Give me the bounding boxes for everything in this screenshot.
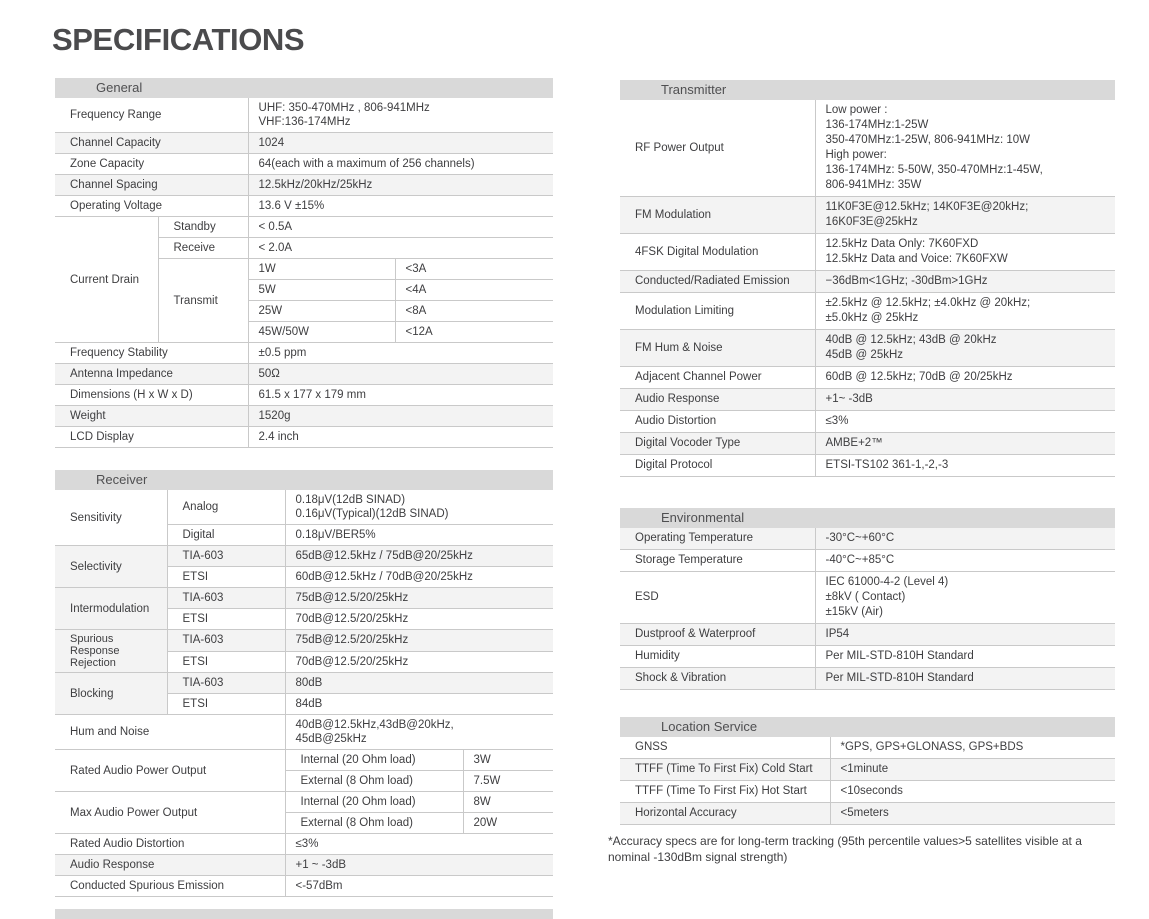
spec-row — [620, 624, 1115, 646]
spec-row — [620, 389, 1115, 411]
spec-row — [620, 100, 1115, 197]
spec-row — [55, 406, 553, 427]
spec-label: Channel Capacity — [55, 133, 248, 154]
spec-value: 11K0F3E@12.5kHz; 14K0F3E@20kHz; 16K0F3E@25kHz — [815, 197, 1115, 234]
section-header-environmental: Environmental — [620, 508, 1115, 528]
spec-label: External (8 Ohm load) — [285, 813, 463, 834]
spec-row — [55, 427, 553, 448]
spec-label: Audio Response — [55, 855, 285, 876]
spec-value: <1minute — [830, 759, 1115, 781]
spec-label: TIA-603 — [167, 546, 285, 567]
spec-label: Storage Temperature — [620, 550, 815, 572]
spec-label: Audio Response — [620, 389, 815, 411]
spec-label: Digital Protocol — [620, 455, 815, 477]
spec-label: Conducted Spurious Emission — [55, 876, 285, 897]
transmitter-table — [620, 100, 1115, 477]
spec-value: <10seconds — [830, 781, 1115, 803]
spec-label: Hum and Noise — [55, 715, 285, 750]
spec-value: <12A — [395, 322, 553, 343]
section-header-location-service: Location Service — [620, 717, 1115, 737]
section-receiver — [55, 470, 553, 897]
page-title: SPECIFICATIONS — [52, 22, 305, 57]
spec-label: Shock & Vibration — [620, 668, 815, 690]
spec-value: 25W — [248, 301, 395, 322]
spec-label: TIA-603 — [167, 630, 285, 652]
spec-label: ETSI — [167, 651, 285, 673]
spec-value: 60dB @ 12.5kHz; 70dB @ 20/25kHz — [815, 367, 1115, 389]
spec-label: ETSI — [167, 694, 285, 715]
truncated-section-header — [55, 909, 553, 919]
spec-table — [55, 490, 553, 896]
right-column — [608, 80, 1115, 865]
left-column — [55, 78, 553, 919]
spec-value: −36dBm<1GHz; -30dBm>1GHz — [815, 271, 1115, 293]
spec-value: 64(each with a maximum of 256 channels) — [248, 154, 553, 175]
location-service-table — [620, 737, 1115, 825]
spec-label: TTFF (Time To First Fix) Hot Start — [620, 781, 830, 803]
section-header-receiver: Receiver — [55, 470, 553, 490]
spec-value: ≤3% — [815, 411, 1115, 433]
spec-value: 80dB — [285, 673, 553, 694]
spec-label: Internal (20 Ohm load) — [285, 750, 463, 771]
spec-label: Blocking — [55, 673, 167, 715]
spec-row — [620, 234, 1115, 271]
spec-label: Dimensions (H x W x D) — [55, 385, 248, 406]
spec-label: Operating Voltage — [55, 196, 248, 217]
spec-value: 0.18μV/BER5% — [285, 525, 553, 546]
spec-label: Rated Audio Power Output — [55, 750, 285, 792]
spec-value: 5W — [248, 280, 395, 301]
spec-label: Spurious Response Rejection — [55, 630, 167, 673]
spec-label: ETSI — [167, 609, 285, 630]
spec-value: 75dB@12.5/20/25kHz — [285, 588, 553, 609]
section-header-transmitter: Transmitter — [620, 80, 1115, 100]
spec-row — [620, 759, 1115, 781]
spec-row — [55, 630, 553, 652]
spec-label: Max Audio Power Output — [55, 792, 285, 834]
spec-label: Adjacent Channel Power — [620, 367, 815, 389]
spec-label: Antenna Impedance — [55, 364, 248, 385]
spec-label: Digital Vocoder Type — [620, 433, 815, 455]
spec-value: Per MIL-STD-810H Standard — [815, 646, 1115, 668]
spec-row — [620, 646, 1115, 668]
spec-value: 13.6 V ±15% — [248, 196, 553, 217]
spec-value: 70dB@12.5/20/25kHz — [285, 609, 553, 630]
spec-value: 20W — [463, 813, 553, 834]
spec-label: GNSS — [620, 737, 830, 759]
spec-label: Current Drain — [55, 217, 158, 343]
spec-value: 1024 — [248, 133, 553, 154]
spec-row — [55, 855, 553, 876]
spec-row — [620, 367, 1115, 389]
spec-row — [620, 803, 1115, 825]
spec-value: 65dB@12.5kHz / 75dB@20/25kHz — [285, 546, 553, 567]
section-general — [55, 78, 553, 448]
spec-row — [55, 673, 553, 694]
spec-value: 40dB @ 12.5kHz; 43dB @ 20kHz 45dB @ 25kHz — [815, 330, 1115, 367]
spec-label: Humidity — [620, 646, 815, 668]
section-environmental — [620, 508, 1115, 690]
spec-value: 8W — [463, 792, 553, 813]
spec-value: +1 ~ -3dB — [285, 855, 553, 876]
section-location-service — [620, 717, 1115, 825]
spec-label: Weight — [55, 406, 248, 427]
spec-value: AMBE+2™ — [815, 433, 1115, 455]
spec-label: RF Power Output — [620, 100, 815, 197]
general-table — [55, 98, 553, 448]
spec-label: TIA-603 — [167, 588, 285, 609]
spec-row — [55, 175, 553, 196]
spec-label: TTFF (Time To First Fix) Cold Start — [620, 759, 830, 781]
spec-label: Zone Capacity — [55, 154, 248, 175]
spec-label: 4FSK Digital Modulation — [620, 234, 815, 271]
spec-row — [620, 271, 1115, 293]
spec-table — [620, 528, 1115, 689]
spec-value: -30°C~+60°C — [815, 528, 1115, 550]
spec-row — [55, 364, 553, 385]
spec-label: FM Modulation — [620, 197, 815, 234]
spec-table — [55, 98, 553, 447]
spec-row — [620, 781, 1115, 803]
spec-label: Rated Audio Distortion — [55, 834, 285, 855]
spec-label: FM Hum & Noise — [620, 330, 815, 367]
spec-row — [55, 546, 553, 567]
spec-value: < 0.5A — [248, 217, 553, 238]
spec-value: 12.5kHz Data Only: 7K60FXD 12.5kHz Data and Voice: 7K60FXW — [815, 234, 1115, 271]
spec-value: IEC 61000-4-2 (Level 4) ±8kV ( Contact) ±15kV (Air) — [815, 572, 1115, 624]
spec-value: <3A — [395, 259, 553, 280]
spec-value: +1~ -3dB — [815, 389, 1115, 411]
spec-value: IP54 — [815, 624, 1115, 646]
spec-value: ≤3% — [285, 834, 553, 855]
spec-row — [620, 550, 1115, 572]
spec-row — [55, 588, 553, 609]
spec-value: 2.4 inch — [248, 427, 553, 448]
spec-row — [620, 293, 1115, 330]
spec-row — [55, 792, 553, 813]
spec-value: 75dB@12.5/20/25kHz — [285, 630, 553, 652]
spec-label: Internal (20 Ohm load) — [285, 792, 463, 813]
spec-row — [55, 133, 553, 154]
spec-label: Modulation Limiting — [620, 293, 815, 330]
spec-table — [620, 100, 1115, 476]
spec-value: <8A — [395, 301, 553, 322]
spec-label: Audio Distortion — [620, 411, 815, 433]
spec-value: <4A — [395, 280, 553, 301]
spec-row — [55, 715, 553, 750]
spec-value: 0.18μV(12dB SINAD) 0.16μV(Typical)(12dB SINAD) — [285, 490, 553, 525]
spec-value: 1520g — [248, 406, 553, 427]
spec-label: Operating Temperature — [620, 528, 815, 550]
section-header-general: General — [55, 78, 553, 98]
spec-row — [620, 455, 1115, 477]
spec-row — [620, 528, 1115, 550]
spec-row — [55, 750, 553, 771]
spec-value: 7.5W — [463, 771, 553, 792]
spec-row — [55, 490, 553, 525]
environmental-table — [620, 528, 1115, 690]
spec-label: Frequency Stability — [55, 343, 248, 364]
spec-label: Intermodulation — [55, 588, 167, 630]
spec-row — [620, 572, 1115, 624]
spec-value: 1W — [248, 259, 395, 280]
spec-label: LCD Display — [55, 427, 248, 448]
spec-row — [55, 196, 553, 217]
spec-row — [55, 876, 553, 897]
spec-label: Receive — [158, 238, 248, 259]
spec-label: Analog — [167, 490, 285, 525]
spec-label: ESD — [620, 572, 815, 624]
spec-label: Selectivity — [55, 546, 167, 588]
spec-value: UHF: 350-470MHz , 806-941MHz VHF:136-174MHz — [248, 98, 553, 133]
spec-label: Sensitivity — [55, 490, 167, 546]
spec-value: <5meters — [830, 803, 1115, 825]
spec-value: ±0.5 ppm — [248, 343, 553, 364]
spec-label: External (8 Ohm load) — [285, 771, 463, 792]
spec-value: Per MIL-STD-810H Standard — [815, 668, 1115, 690]
spec-value: 12.5kHz/20kHz/25kHz — [248, 175, 553, 196]
spec-row — [620, 668, 1115, 690]
spec-label: Standby — [158, 217, 248, 238]
spec-row — [55, 98, 553, 133]
spec-row — [620, 411, 1115, 433]
spec-row — [55, 217, 553, 238]
spec-label: Frequency Range — [55, 98, 248, 133]
spec-value: <-57dBm — [285, 876, 553, 897]
spec-value: Low power : 136-174MHz:1-25W 350-470MHz:1-25W, 806-941MHz: 10W High power: 136-174MHz: 5-50W, 350-470MHz:1-45W, 806-941MHz: 35W — [815, 100, 1115, 197]
spec-row — [55, 834, 553, 855]
spec-label: Conducted/Radiated Emission — [620, 271, 815, 293]
spec-value: 50Ω — [248, 364, 553, 385]
spec-label: ETSI — [167, 567, 285, 588]
spec-value: < 2.0A — [248, 238, 553, 259]
section-transmitter — [620, 80, 1115, 477]
spec-label: Transmit — [158, 259, 248, 343]
spec-label: Horizontal Accuracy — [620, 803, 830, 825]
spec-value: 61.5 x 177 x 179 mm — [248, 385, 553, 406]
spec-row — [620, 197, 1115, 234]
accuracy-footnote: *Accuracy specs are for long-term tracking (95th percentile values>5 satellites visible at a nominal -130dBm signal strength) — [608, 834, 1082, 864]
spec-value: 3W — [463, 750, 553, 771]
spec-value: *GPS, GPS+GLONASS, GPS+BDS — [830, 737, 1115, 759]
spec-row — [620, 330, 1115, 367]
spec-label: Digital — [167, 525, 285, 546]
spec-value: 40dB@12.5kHz,43dB@20kHz, 45dB@25kHz — [285, 715, 553, 750]
spec-value: ±2.5kHz @ 12.5kHz; ±4.0kHz @ 20kHz; ±5.0kHz @ 25kHz — [815, 293, 1115, 330]
spec-table — [620, 737, 1115, 824]
spec-label: TIA-603 — [167, 673, 285, 694]
spec-row — [620, 433, 1115, 455]
spec-value: 70dB@12.5/20/25kHz — [285, 651, 553, 673]
spec-row — [620, 737, 1115, 759]
spec-value: -40°C~+85°C — [815, 550, 1115, 572]
spec-row — [55, 343, 553, 364]
spec-row — [55, 385, 553, 406]
receiver-table — [55, 490, 553, 897]
spec-label: Dustproof & Waterproof — [620, 624, 815, 646]
spec-label: Channel Spacing — [55, 175, 248, 196]
spec-row — [55, 154, 553, 175]
spec-value: 60dB@12.5kHz / 70dB@20/25kHz — [285, 567, 553, 588]
spec-value: ETSI-TS102 361-1,-2,-3 — [815, 455, 1115, 477]
spec-value: 84dB — [285, 694, 553, 715]
spec-value: 45W/50W — [248, 322, 395, 343]
